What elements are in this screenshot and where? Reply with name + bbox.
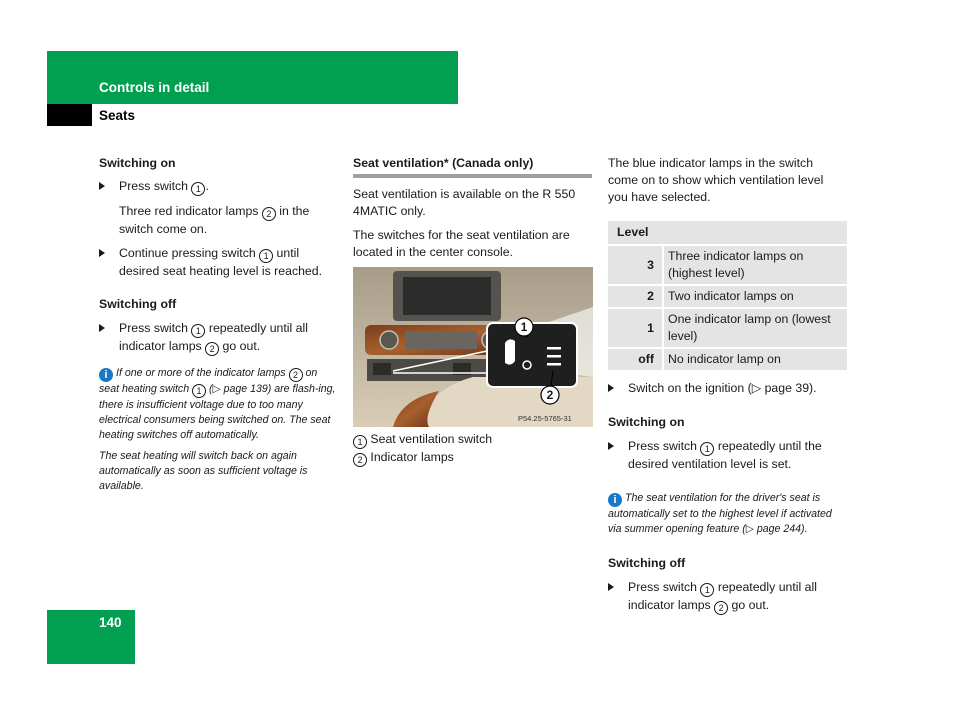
desc-cell: Two indicator lamps on xyxy=(664,286,847,307)
marker-1: 1 xyxy=(700,583,714,597)
page-number: 140 xyxy=(99,615,122,630)
heading-rule xyxy=(353,174,592,178)
level-cell: off xyxy=(608,349,664,370)
left-column xyxy=(99,155,339,494)
subsection-tab xyxy=(47,104,92,126)
level-cell: 2 xyxy=(608,286,664,307)
marker-2: 2 xyxy=(353,453,367,467)
right-steps xyxy=(608,380,848,615)
marker-2: 2 xyxy=(205,342,219,356)
marker-2: 2 xyxy=(289,368,303,382)
desc-cell: One indicator lamp on (lowest level) xyxy=(664,309,847,347)
image-code: P54.25-5765-31 xyxy=(518,414,572,423)
indicator-intro: The blue indicator lamps in the switch come on to show which ventilation level you have selected. xyxy=(608,156,824,204)
caption-2: 2 Indicator lamps xyxy=(353,449,593,467)
availability-text: Seat ventilation is available on the R 550 4MATIC only. xyxy=(353,187,576,218)
marker-1: 1 xyxy=(700,442,714,456)
center-console-photo xyxy=(353,267,593,427)
step-press-switch: Press switch 1 . xyxy=(99,178,339,196)
bullet-arrow-icon xyxy=(99,249,105,257)
middle-column xyxy=(353,155,593,172)
table-header-row xyxy=(608,221,847,244)
table-row xyxy=(608,286,847,307)
heading-seat-ventilation: Seat ventilation* (Canada only) xyxy=(353,156,534,170)
marker-1: 1 xyxy=(191,182,205,196)
marker-2: 2 xyxy=(714,601,728,615)
bullet-arrow-icon xyxy=(608,583,614,591)
section-title: Controls in detail xyxy=(99,80,210,95)
desc-cell: Three indicator lamps on (highest level) xyxy=(664,246,847,284)
info-note-ventilation: i The seat ventilation for the driver's seat is automatically set to the highest level if activated via summer opening feature (▷ page 244). xyxy=(608,492,832,535)
desc-cell: No indicator lamp on xyxy=(664,349,847,370)
bullet-arrow-icon xyxy=(608,384,614,392)
step-continue: Continue pressing switch 1 until desired seat heating level is reached. xyxy=(99,245,339,280)
step-switch-off: Press switch 1 repeatedly until all indicator lamps 2 go out. xyxy=(99,320,339,356)
callout-2: 2 xyxy=(546,388,554,402)
bullet-arrow-icon xyxy=(99,324,105,332)
heading-switching-off: Switching off xyxy=(99,297,177,311)
level-cell: 1 xyxy=(608,309,664,347)
callout-1: 1 xyxy=(520,320,528,334)
table-row xyxy=(608,349,847,370)
heading-switching-off: Switching off xyxy=(608,556,686,570)
step-ignition: Switch on the ignition (▷ page 39). xyxy=(608,380,848,397)
subsection-title: Seats xyxy=(99,108,136,123)
marker-1: 1 xyxy=(191,324,205,338)
image-captions xyxy=(353,431,593,467)
info-note-1: i If one or more of the indicator lamps 2 on seat heating switch 1 (▷ page 139) are flash-ing, there is insufficient voltage due to too many electrical consumers being switched on. The seat heating switches off automatically. xyxy=(99,367,336,441)
info-icon: i xyxy=(99,368,113,382)
location-text: The switches for the seat ventilation are located in the center console. xyxy=(353,228,570,259)
right-intro xyxy=(608,155,846,206)
caption-1: 1 Seat ventilation switch xyxy=(353,431,593,449)
info-icon: i xyxy=(608,493,622,507)
page-number-band xyxy=(47,610,135,664)
step-switch-off: Press switch 1 repeatedly until all indicator lamps 2 go out. xyxy=(608,579,848,615)
table-row xyxy=(608,246,847,284)
level-table xyxy=(608,219,847,372)
header-band xyxy=(47,51,458,104)
middle-text xyxy=(353,186,593,261)
marker-1: 1 xyxy=(353,435,367,449)
heading-switching-on: Switching on xyxy=(608,415,685,429)
step-result: Three red indicator lamps 2 in the switch come on. xyxy=(119,204,310,236)
heading-switching-on: Switching on xyxy=(99,156,176,170)
info-note-2: The seat heating will switch back on again automatically as soon as sufficient voltage is available. xyxy=(99,450,308,492)
bullet-arrow-icon xyxy=(608,442,614,450)
table-header-level: Level xyxy=(608,221,664,244)
bullet-arrow-icon xyxy=(99,182,105,190)
step-switch-on: Press switch 1 repeatedly until the desired ventilation level is set. xyxy=(608,438,848,473)
marker-2: 2 xyxy=(262,207,276,221)
level-cell: 3 xyxy=(608,246,664,284)
table-row xyxy=(608,309,847,347)
marker-1: 1 xyxy=(259,249,273,263)
marker-1: 1 xyxy=(192,384,206,398)
